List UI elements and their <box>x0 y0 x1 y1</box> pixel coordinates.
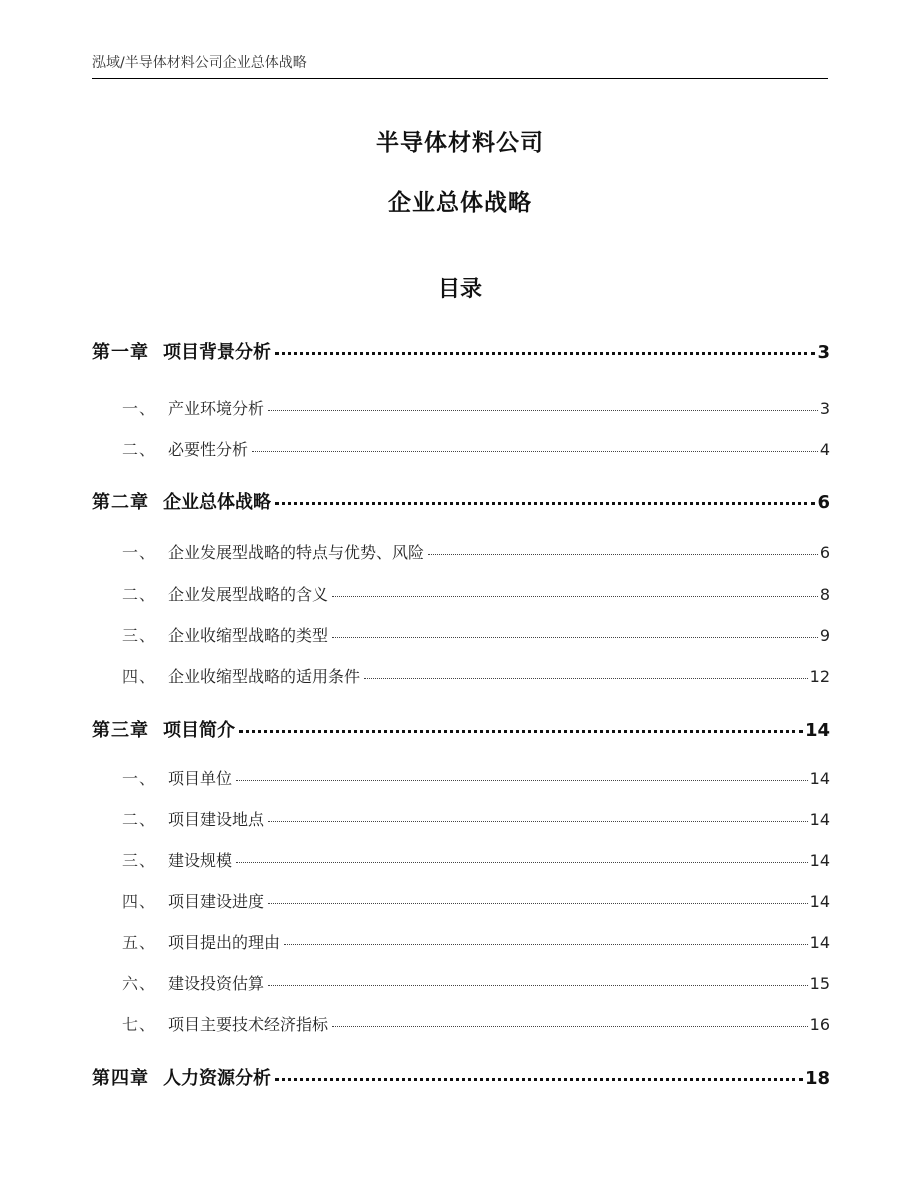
toc-section-entry[interactable] <box>92 623 830 646</box>
dot-leader <box>275 502 815 505</box>
toc-section-entry[interactable] <box>92 437 830 460</box>
toc-entry-number: 第二章 <box>92 492 149 513</box>
toc-entry-page-number: 14 <box>809 933 830 952</box>
dot-leader <box>275 352 815 355</box>
toc-entry-number: 一、 <box>122 399 157 418</box>
toc-entry-title: 企业发展型战略的含义 <box>168 585 329 604</box>
toc-entry-number: 五、 <box>122 933 157 952</box>
toc-entry-page-number: 14 <box>804 720 830 741</box>
document-title-line2: 企业总体战略 <box>388 190 532 216</box>
toc-entry-number: 第三章 <box>92 720 149 741</box>
toc-heading: 目录 <box>437 277 482 302</box>
toc-entry-page-number: 6 <box>817 492 830 513</box>
toc-entry-title: 企业发展型战略的特点与优势、风险 <box>168 543 425 562</box>
toc-entry-title: 项目主要技术经济指标 <box>168 1015 329 1034</box>
toc-entry-title: 企业收缩型战略的适用条件 <box>168 667 361 686</box>
dot-leader <box>284 944 808 945</box>
toc-section-entry[interactable] <box>92 582 830 605</box>
toc-entry-number: 六、 <box>122 974 157 993</box>
toc-entry-title: 项目背景分析 <box>163 342 271 363</box>
toc-entry-number: 一、 <box>122 543 157 562</box>
toc-entry-number: 三、 <box>122 626 157 645</box>
toc-section-entry[interactable] <box>92 848 830 871</box>
toc-section-entry[interactable] <box>92 807 830 830</box>
toc-entry-page-number: 14 <box>809 810 830 829</box>
toc-entry-title: 必要性分析 <box>168 440 249 459</box>
dot-leader <box>268 903 808 904</box>
dot-leader <box>332 596 818 597</box>
dot-leader <box>236 862 808 863</box>
dot-leader <box>275 1078 803 1081</box>
dot-leader <box>268 410 818 411</box>
dot-leader <box>364 678 808 679</box>
toc-entry-page-number: 12 <box>809 667 830 686</box>
toc-entry-page-number: 18 <box>804 1068 830 1089</box>
toc-entry-page-number: 15 <box>809 974 830 993</box>
dot-leader <box>332 1026 808 1027</box>
toc-section-entry[interactable] <box>92 540 830 563</box>
toc-entry-page-number: 14 <box>809 892 830 911</box>
toc-entry-number: 第一章 <box>92 342 149 363</box>
toc-section-entry[interactable] <box>92 766 830 789</box>
toc-entry-title: 项目建设进度 <box>168 892 265 911</box>
toc-section-entry[interactable] <box>92 889 830 912</box>
toc-chapter-entry[interactable] <box>92 716 830 742</box>
toc-section-entry[interactable] <box>92 664 830 687</box>
toc-entry-title: 项目简介 <box>163 720 235 741</box>
document-title-line1: 半导体材料公司 <box>376 130 544 156</box>
toc-entry-number: 二、 <box>122 585 157 604</box>
toc-entry-title: 项目单位 <box>168 769 233 788</box>
toc-entry-page-number: 14 <box>809 769 830 788</box>
toc-entry-page-number: 8 <box>819 585 830 604</box>
toc-entry-number: 二、 <box>122 440 157 459</box>
dot-leader <box>428 554 818 555</box>
toc-entry-page-number: 16 <box>809 1015 830 1034</box>
toc-section-entry[interactable] <box>92 930 830 953</box>
toc-entry-title: 产业环境分析 <box>168 399 265 418</box>
dot-leader <box>268 821 808 822</box>
toc-entry-title: 建设投资估算 <box>168 974 265 993</box>
toc-entry-page-number: 3 <box>817 342 830 363</box>
toc-entry-number: 四、 <box>122 892 157 911</box>
header-rule <box>92 78 828 79</box>
dot-leader <box>239 730 803 733</box>
toc-entry-page-number: 4 <box>819 440 830 459</box>
dot-leader <box>236 780 808 781</box>
toc-section-entry[interactable] <box>92 396 830 419</box>
toc-entry-title: 建设规模 <box>168 851 233 870</box>
running-header: 泓域/半导体材料公司企业总体战略 <box>92 55 307 71</box>
toc-entry-title: 企业总体战略 <box>163 492 271 513</box>
toc-chapter-entry[interactable] <box>92 488 830 514</box>
dot-leader <box>332 637 818 638</box>
toc-section-entry[interactable] <box>92 1012 830 1035</box>
toc-entry-title: 项目建设地点 <box>168 810 265 829</box>
toc-chapter-entry[interactable] <box>92 338 830 364</box>
toc-entry-number: 第四章 <box>92 1068 149 1089</box>
toc-entry-page-number: 3 <box>819 399 830 418</box>
toc-entry-title: 企业收缩型战略的类型 <box>168 626 329 645</box>
toc-entry-number: 四、 <box>122 667 157 686</box>
toc-entry-title: 人力资源分析 <box>163 1068 271 1089</box>
toc-section-entry[interactable] <box>92 971 830 994</box>
toc-entry-number: 七、 <box>122 1015 157 1034</box>
toc-entry-number: 一、 <box>122 769 157 788</box>
toc-entry-number: 二、 <box>122 810 157 829</box>
dot-leader <box>268 985 808 986</box>
toc-chapter-entry[interactable] <box>92 1064 830 1090</box>
dot-leader <box>252 451 818 452</box>
toc-entry-page-number: 14 <box>809 851 830 870</box>
toc-entry-title: 项目提出的理由 <box>168 933 281 952</box>
toc-entry-page-number: 6 <box>819 543 830 562</box>
toc-entry-number: 三、 <box>122 851 157 870</box>
toc-entry-page-number: 9 <box>819 626 830 645</box>
